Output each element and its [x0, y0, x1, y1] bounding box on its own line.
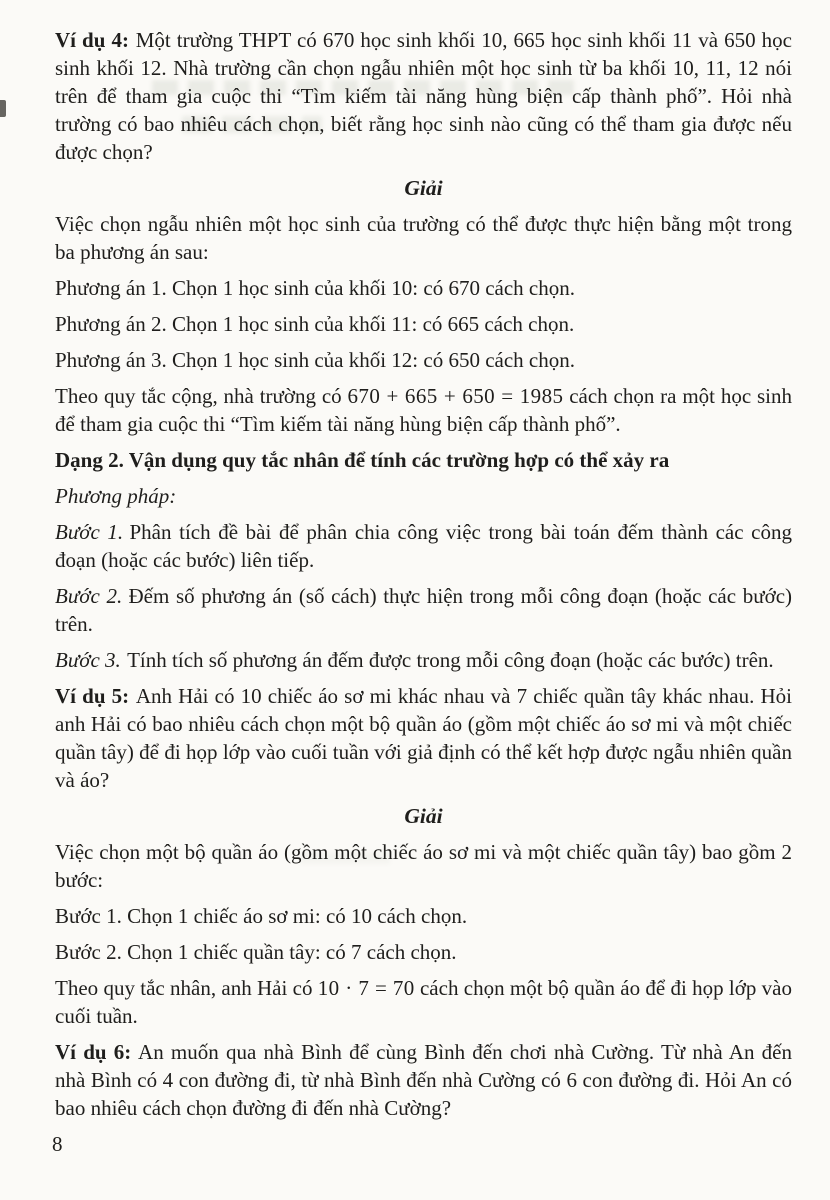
solution-1-intro: Việc chọn ngẫu nhiên một học sinh của trường có thể được thực hiện bằng một trong ba phương án sau:: [55, 212, 792, 264]
sum-rule-text-pre: Theo quy tắc cộng, nhà trường có: [55, 384, 348, 408]
solution-heading-2: Giải: [404, 804, 443, 828]
example-4-text: Một trường THPT có 670 học sinh khối 10, 665 học sinh khối 11 và 650 học sinh khối 12. Nhà trường cần chọn ngẫu nhiên một học sinh từ ba khối 10, 11, 12 nói trên để tham gia cuộc thi “Tìm kiếm tài năng hùng biện cấp thành phố”. Hỏi nhà trường có bao nhiêu cách chọn, biết rằng học sinh nào cũng có thể tham gia được nếu được chọn?: [55, 28, 792, 164]
sum-rule-conclusion: [55, 382, 792, 438]
method-step-2-text: Đếm số phương án (số cách) thực hiện trong mỗi công đoạn (hoặc các bước) trên.: [55, 584, 793, 636]
page-content: [55, 26, 792, 1130]
method-step-3-text: Tính tích số phương án đếm được trong mỗi công đoạn (hoặc các bước) trên.: [127, 648, 774, 672]
solution-step-1: Bước 1. Chọn 1 chiếc áo sơ mi: có 10 cách chọn.: [55, 904, 468, 928]
method-step-1-label: Bước 1.: [55, 520, 124, 544]
method-step-3-label: Bước 3.: [55, 648, 121, 672]
method-step-3: [55, 646, 792, 674]
solution-step-2: Bước 2. Chọn 1 chiếc quần tây: có 7 cách chọn.: [55, 940, 457, 964]
option-paragraph-2: Phương án 2. Chọn 1 học sinh của khối 11: có 665 cách chọn.: [55, 312, 575, 336]
example-4-paragraph: [55, 26, 792, 166]
scan-speck-artifact: [0, 100, 6, 117]
method-step-2: [55, 582, 792, 638]
example-5-label: Ví dụ 5:: [55, 684, 130, 708]
method-step-1-text: Phân tích đề bài để phân chia công việc trong bài toán đếm thành các công đoạn (hoặc các bước) liên tiếp.: [55, 520, 792, 572]
example-5-text: Anh Hải có 10 chiếc áo sơ mi khác nhau và 7 chiếc quần tây khác nhau. Hỏi anh Hải có bao nhiêu cách chọn một bộ quần áo (gồm một chiếc áo sơ mi và một chiếc quần tây) để đi họp lớp vào cuối tuần với giả định có thể kết hợp được ngẫu nhiên quần và áo?: [55, 684, 793, 792]
example-6-text: An muốn qua nhà Bình để cùng Bình đến chơi nhà Cường. Từ nhà An đến nhà Bình có 4 con đường đi, từ nhà Bình đến nhà Cường có 6 con đường đi. Hỏi An có bao nhiêu cách chọn đường đi đến nhà Cường?: [55, 1040, 792, 1120]
solution-heading-1: Giải: [404, 176, 443, 200]
example-6-label: Ví dụ 6:: [55, 1040, 132, 1064]
sum-expression: 670 + 665 + 650 = 1985: [347, 384, 564, 408]
example-6-paragraph: [55, 1038, 792, 1122]
solution-2-intro: Việc chọn một bộ quần áo (gồm một chiếc áo sơ mi và một chiếc quần tây) bao gồm 2 bước:: [55, 840, 792, 892]
example-4-label: Ví dụ 4:: [55, 28, 129, 52]
product-rule-text-post: cách chọn một bộ quần áo để đi họp lớp vào cuối tuần.: [55, 976, 792, 1028]
option-paragraph-1: Phương án 1. Chọn 1 học sinh của khối 10: có 670 cách chọn.: [55, 276, 575, 300]
section-heading-dang-2: Dạng 2. Vận dụng quy tắc nhân để tính các trường hợp có thể xảy ra: [55, 448, 670, 472]
product-expression: 10 · 7 = 70: [317, 976, 415, 1000]
product-rule-conclusion: [55, 974, 792, 1030]
example-5-paragraph: [55, 682, 792, 794]
method-label: Phương pháp:: [55, 484, 177, 508]
sum-rule-text-post: cách chọn ra một học sinh để tham gia cuộc thi “Tìm kiếm tài năng hùng biện cấp thành phố”.: [55, 384, 792, 436]
page-number: 8: [52, 1132, 63, 1156]
product-rule-text-pre: Theo quy tắc nhân, anh Hải có: [55, 976, 318, 1000]
option-paragraph-3: Phương án 3. Chọn 1 học sinh của khối 12: có 650 cách chọn.: [55, 348, 575, 372]
method-step-1: [55, 518, 792, 574]
method-step-2-label: Bước 2.: [55, 584, 123, 608]
